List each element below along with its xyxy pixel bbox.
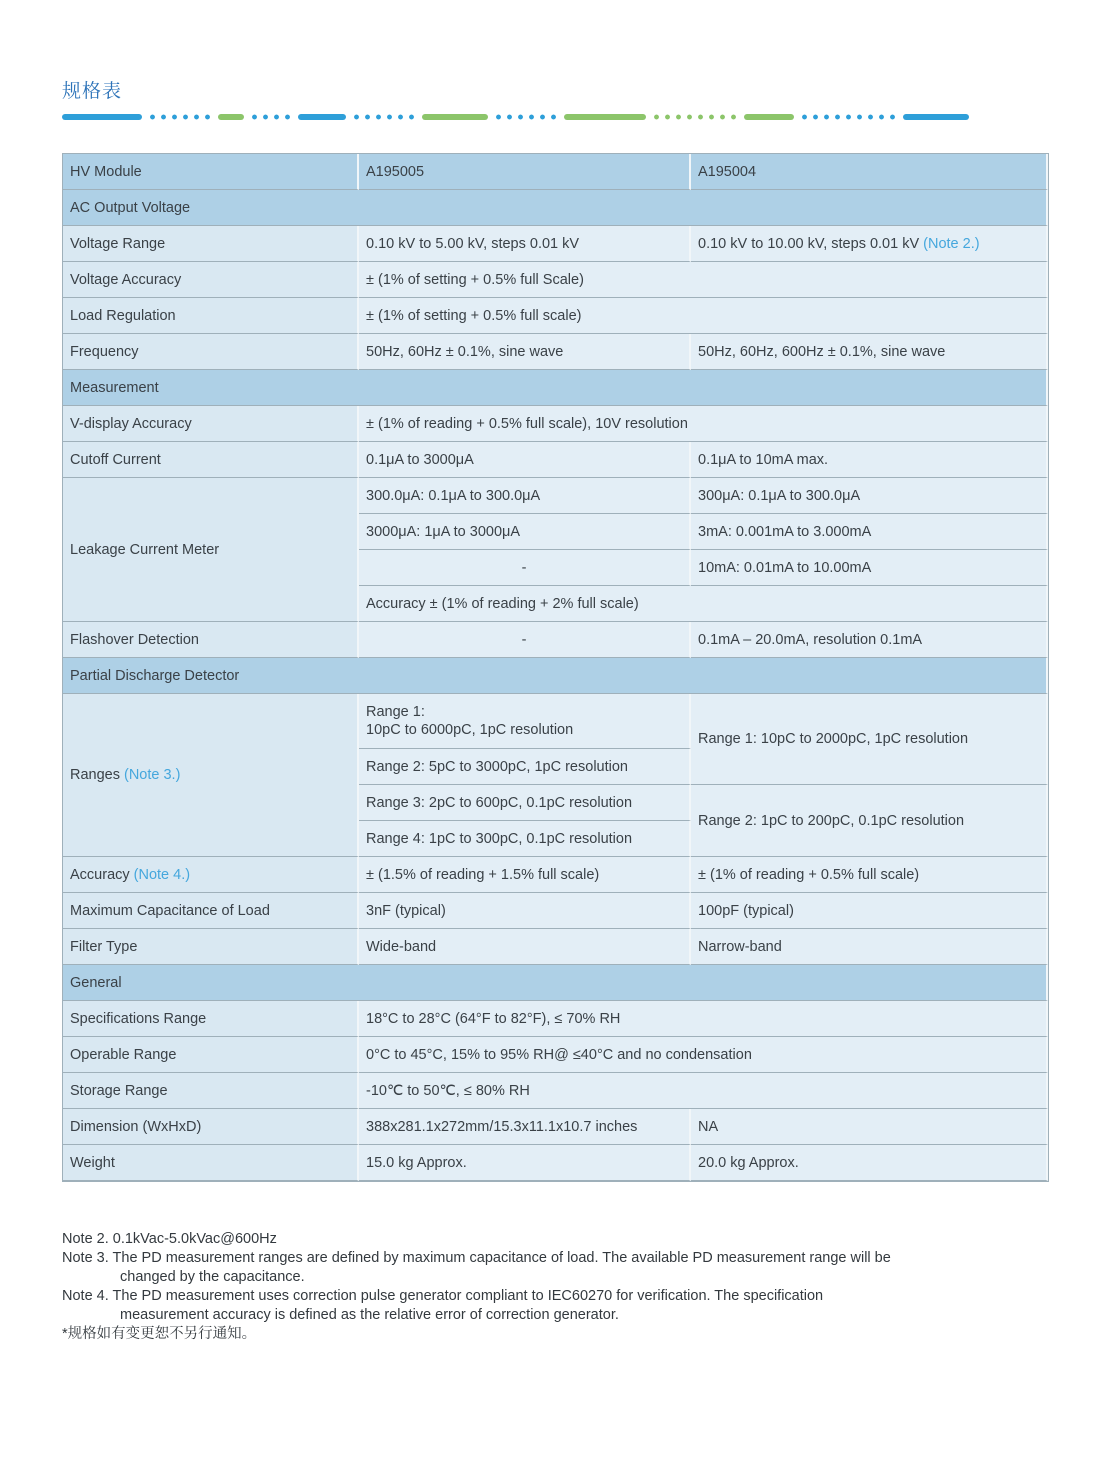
cell-cutoff-current-m2: 0.1μA to 10mA max. bbox=[691, 442, 1048, 478]
table-row bbox=[63, 1001, 1048, 1037]
table-row bbox=[63, 1037, 1048, 1073]
cell-ranges-m2-range2: Range 2: 1pC to 200pC, 0.1pC resolution bbox=[691, 785, 1048, 857]
cell-dimension-m1: 388x281.1x272mm/15.3x11.1x10.7 inches bbox=[359, 1109, 691, 1145]
table-row bbox=[63, 694, 1048, 749]
table-row bbox=[63, 929, 1048, 965]
cell-ranges-m1-range3: Range 3: 2pC to 600pC, 0.1pC resolution bbox=[359, 785, 691, 821]
cell-leakage-current-meter-label: Leakage Current Meter bbox=[63, 478, 359, 622]
note-3-line1: Note 3. The PD measurement ranges are defined by maximum capacitance of load. The available PD measurement range will be bbox=[62, 1250, 891, 1266]
cell-ranges-label bbox=[63, 694, 359, 857]
cell-text: 0.10 kV to 10.00 kV, steps 0.01 kV bbox=[698, 235, 920, 252]
section-measurement: Measurement bbox=[63, 370, 1048, 406]
cell-weight-label: Weight bbox=[63, 1145, 359, 1181]
cell-pd-accuracy-m2: ± (1% of reading + 0.5% full scale) bbox=[691, 857, 1048, 893]
cell-specifications-range-label: Specifications Range bbox=[63, 1001, 359, 1037]
cell-voltage-accuracy-label: Voltage Accuracy bbox=[63, 262, 359, 298]
divider-segment bbox=[351, 114, 417, 120]
cell-ranges-m1-range4: Range 4: 1pC to 300pC, 0.1pC resolution bbox=[359, 821, 691, 857]
cell-weight-m1: 15.0 kg Approx. bbox=[359, 1145, 691, 1181]
cell-max-capacitance-m1: 3nF (typical) bbox=[359, 893, 691, 929]
section-partial-discharge-detector: Partial Discharge Detector bbox=[63, 658, 1048, 694]
cell-weight-m2: 20.0 kg Approx. bbox=[691, 1145, 1048, 1181]
cell-flashover-m1: - bbox=[359, 622, 691, 658]
cell-voltage-range-m1: 0.10 kV to 5.00 kV, steps 0.01 kV bbox=[359, 226, 691, 262]
cell-voltage-accuracy-value: ± (1% of setting + 0.5% full Scale) bbox=[359, 262, 1048, 298]
divider-segment bbox=[564, 114, 646, 120]
divider-segment bbox=[422, 114, 488, 120]
divider-segment bbox=[903, 114, 969, 120]
cell-storage-range-value: -10℃ to 50℃, ≤ 80% RH bbox=[359, 1073, 1048, 1109]
cell-v-display-accuracy-value: ± (1% of reading + 0.5% full scale), 10V resolution bbox=[359, 406, 1048, 442]
note-4-line1: Note 4. The PD measurement uses correction pulse generator compliant to IEC60270 for verification. The specification bbox=[62, 1288, 824, 1304]
cell-pd-accuracy-m1: ± (1.5% of reading + 1.5% full scale) bbox=[359, 857, 691, 893]
divider-segment bbox=[249, 114, 293, 120]
note-2: Note 2. 0.1kVac-5.0kVac@600Hz bbox=[62, 1231, 277, 1247]
footnotes bbox=[62, 1230, 1047, 1344]
cell-model-a195004: A195004 bbox=[691, 154, 1048, 190]
table-row bbox=[63, 658, 1048, 694]
table-row bbox=[63, 190, 1048, 226]
table-row bbox=[63, 334, 1048, 370]
table-row bbox=[63, 1145, 1048, 1181]
cell-max-capacitance-label: Maximum Capacitance of Load bbox=[63, 893, 359, 929]
cell-specifications-range-value: 18°C to 28°C (64°F to 82°F), ≤ 70% RH bbox=[359, 1001, 1048, 1037]
section-ac-output-voltage: AC Output Voltage bbox=[63, 190, 1048, 226]
table-row bbox=[63, 893, 1048, 929]
cell-flashover-detection-label: Flashover Detection bbox=[63, 622, 359, 658]
cell-frequency-m2: 50Hz, 60Hz, 600Hz ± 0.1%, sine wave bbox=[691, 334, 1048, 370]
cell-frequency-label: Frequency bbox=[63, 334, 359, 370]
cell-max-capacitance-m2: 100pF (typical) bbox=[691, 893, 1048, 929]
page-root bbox=[62, 80, 1047, 1344]
note-3-line2: changed by the capacitance. bbox=[120, 1269, 305, 1285]
note-2-ref: (Note 2.) bbox=[923, 235, 980, 252]
table-row bbox=[63, 442, 1048, 478]
note-4-line2: measurement accuracy is defined as the relative error of correction generator. bbox=[120, 1307, 619, 1323]
divider-segment bbox=[298, 114, 346, 120]
cell-leakage-r1-m2: 300μA: 0.1μA to 300.0μA bbox=[691, 478, 1048, 514]
cell-hv-module: HV Module bbox=[63, 154, 359, 190]
cell-operable-range-label: Operable Range bbox=[63, 1037, 359, 1073]
cell-text: 10pC to 6000pC, 1pC resolution bbox=[366, 722, 574, 738]
cell-dimension-label: Dimension (WxHxD) bbox=[63, 1109, 359, 1145]
cell-ranges-m2-range1: Range 1: 10pC to 2000pC, 1pC resolution bbox=[691, 694, 1048, 785]
cell-leakage-accuracy: Accuracy ± (1% of reading + 2% full scale) bbox=[359, 586, 1048, 622]
table-row bbox=[63, 1109, 1048, 1145]
divider-segment bbox=[493, 114, 559, 120]
cell-pd-accuracy-label bbox=[63, 857, 359, 893]
table-row bbox=[63, 262, 1048, 298]
cell-leakage-r3-m1: - bbox=[359, 550, 691, 586]
cell-cutoff-current-m1: 0.1μA to 3000μA bbox=[359, 442, 691, 478]
table-row bbox=[63, 857, 1048, 893]
cell-load-regulation-value: ± (1% of setting + 0.5% full scale) bbox=[359, 298, 1048, 334]
divider-segment bbox=[744, 114, 794, 120]
table-row bbox=[63, 965, 1048, 1001]
decorative-divider bbox=[62, 113, 1047, 120]
disclaimer: *规格如有变更恕不另行通知。 bbox=[62, 1326, 257, 1342]
table-row bbox=[63, 298, 1048, 334]
cell-v-display-accuracy-label: V-display Accuracy bbox=[63, 406, 359, 442]
cell-voltage-range-m2 bbox=[691, 226, 1048, 262]
cell-filter-type-m2: Narrow-band bbox=[691, 929, 1048, 965]
divider-segment bbox=[651, 114, 739, 120]
cell-filter-type-m1: Wide-band bbox=[359, 929, 691, 965]
divider-segment bbox=[218, 114, 244, 120]
cell-cutoff-current-label: Cutoff Current bbox=[63, 442, 359, 478]
cell-filter-type-label: Filter Type bbox=[63, 929, 359, 965]
table-row bbox=[63, 1073, 1048, 1109]
divider-segment bbox=[147, 114, 213, 120]
cell-ranges-m1-range1 bbox=[359, 694, 691, 749]
cell-flashover-m2: 0.1mA – 20.0mA, resolution 0.1mA bbox=[691, 622, 1048, 658]
page-title: 规格表 bbox=[62, 81, 123, 102]
cell-text: Accuracy bbox=[70, 866, 130, 883]
cell-load-regulation-label: Load Regulation bbox=[63, 298, 359, 334]
cell-text: Range 1: bbox=[366, 704, 425, 720]
cell-frequency-m1: 50Hz, 60Hz ± 0.1%, sine wave bbox=[359, 334, 691, 370]
table-row bbox=[63, 370, 1048, 406]
cell-dimension-m2: NA bbox=[691, 1109, 1048, 1145]
cell-model-a195005: A195005 bbox=[359, 154, 691, 190]
cell-ranges-m1-range2: Range 2: 5pC to 3000pC, 1pC resolution bbox=[359, 749, 691, 785]
cell-operable-range-value: 0°C to 45°C, 15% to 95% RH@ ≤40°C and no condensation bbox=[359, 1037, 1048, 1073]
divider-segment bbox=[799, 114, 898, 120]
divider-segment bbox=[62, 114, 142, 120]
cell-leakage-r1-m1: 300.0μA: 0.1μA to 300.0μA bbox=[359, 478, 691, 514]
table-row bbox=[63, 622, 1048, 658]
cell-text: Ranges bbox=[70, 767, 120, 783]
spec-table bbox=[62, 153, 1049, 1182]
cell-voltage-range-label: Voltage Range bbox=[63, 226, 359, 262]
table-row bbox=[63, 226, 1048, 262]
cell-storage-range-label: Storage Range bbox=[63, 1073, 359, 1109]
cell-leakage-r2-m2: 3mA: 0.001mA to 3.000mA bbox=[691, 514, 1048, 550]
table-row bbox=[63, 406, 1048, 442]
note-4-ref: (Note 4.) bbox=[133, 866, 191, 883]
table-row bbox=[63, 154, 1048, 190]
note-3-ref: (Note 3.) bbox=[123, 767, 181, 783]
cell-leakage-r2-m1: 3000μA: 1μA to 3000μA bbox=[359, 514, 691, 550]
table-row bbox=[63, 478, 1048, 514]
section-general: General bbox=[63, 965, 1048, 1001]
cell-leakage-r3-m2: 10mA: 0.01mA to 10.00mA bbox=[691, 550, 1048, 586]
